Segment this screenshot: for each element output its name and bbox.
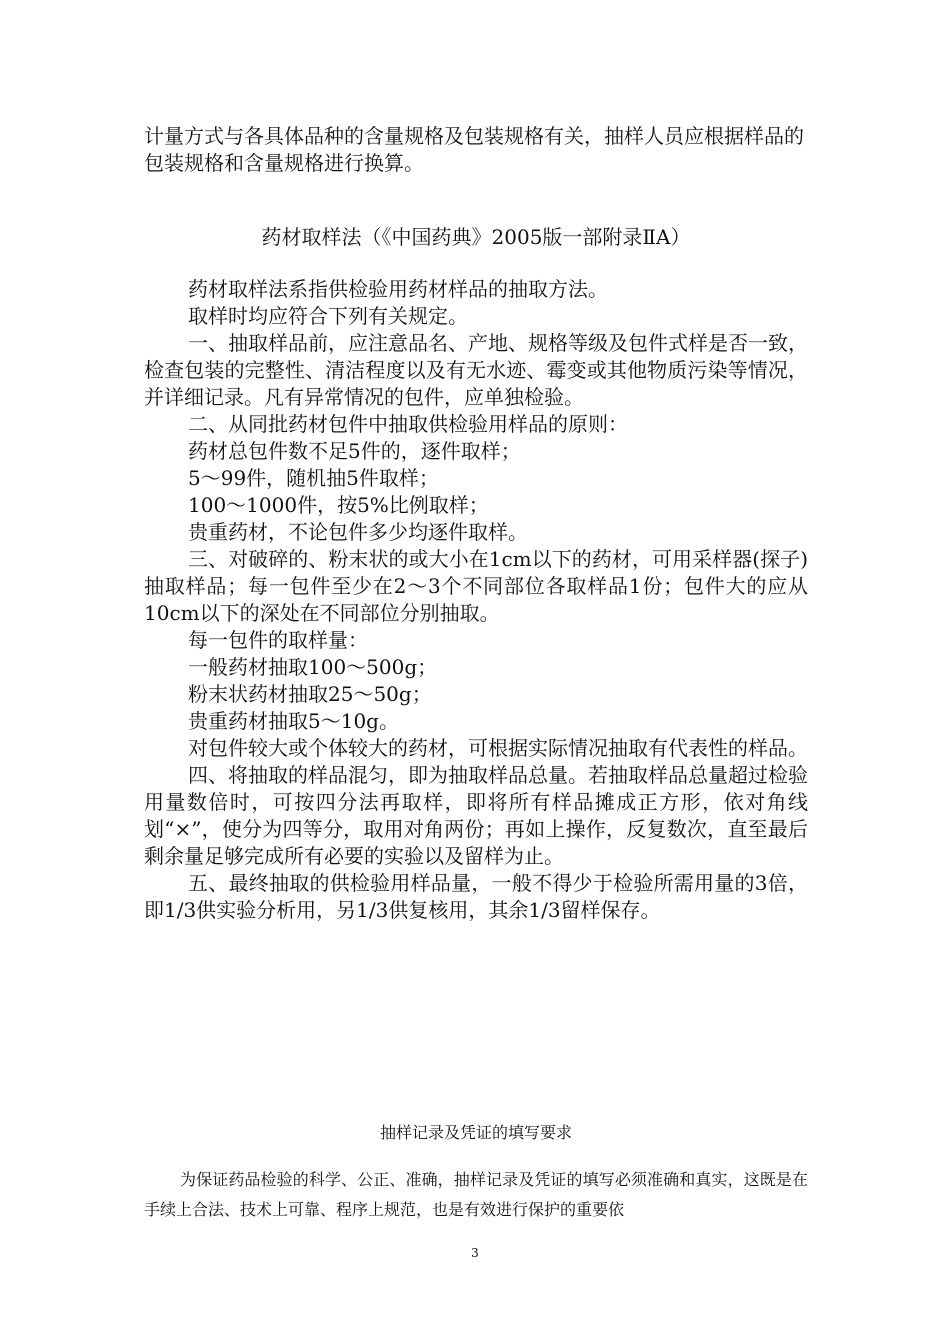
section1-paragraph: 二、从同批药材包件中抽取供检验用样品的原则： xyxy=(188,412,628,436)
section1-list-item: 贵重药材，不论包件多少均逐件取样。 xyxy=(188,520,528,544)
section1-list-item: 药材总包件数不足5件的，逐件取样； xyxy=(188,439,521,463)
section1-paragraph: 四、将抽取的样品混匀，即为抽取样品总量。若抽取样品总量超过检验用量数倍时，可按四分法再取样，即将所有样品摊成正方形，依对角线划“×”，使分为四等分，取用对角两份；再如上操作，反复数次，直至最后剩余量足够完成所有必要的实验以及留样为止。 xyxy=(144,763,808,868)
section2-title: 抽样记录及凭证的填写要求 xyxy=(379,1123,572,1142)
section1-list-item: 粉末状药材抽取25～50g； xyxy=(188,682,432,706)
section1-list-item: 100～1000件，按5%比例取样； xyxy=(188,493,489,517)
section1-paragraph: 对包件较大或个体较大的药材，可根据实际情况抽取有代表性的样品。 xyxy=(188,736,808,760)
section1-paragraph: 药材取样法系指供检验用药材样品的抽取方法。 xyxy=(188,277,608,301)
section2-body xyxy=(144,1165,808,1225)
page-number: 3 xyxy=(471,1246,479,1260)
section2-paragraph: 为保证药品检验的科学、公正、准确，抽样记录及凭证的填写必须准确和真实，这既是在手续上合法、技术上可靠、程序上规范，也是有效进行保护的重要依 xyxy=(144,1170,808,1219)
section1-title: 药材取样法（《中国药典》2005版一部附录ⅡA） xyxy=(261,225,691,249)
section1-list-item: 一般药材抽取100～500g； xyxy=(188,655,438,679)
section1-paragraph: 三、对破碎的、粉末状的或大小在1cm以下的药材，可用采样器(探子)抽取样品；每一包件至少在2～3个不同部位各取样品1份；包件大的应从10cm以下的深处在不同部位分别抽取。 xyxy=(144,547,808,625)
section1-body xyxy=(144,276,808,924)
section1-paragraph: 五、最终抽取的供检验用样品量，一般不得少于检验所需用量的3倍，即1/3供实验分析用，另1/3供复核用，其余1/3留样保存。 xyxy=(144,871,808,922)
section1-list-item: 5～99件，随机抽5件取样； xyxy=(188,466,439,490)
section1-paragraph: 一、抽取样品前，应注意品名、产地、规格等级及包件式样是否一致，检查包装的完整性、清洁程度以及有无水迹、霉变或其他物质污染等情况，并详细记录。凡有异常情况的包件，应单独检验。 xyxy=(144,331,808,409)
section1-list-item: 每一包件的取样量： xyxy=(188,628,368,652)
section1-paragraph: 取样时均应符合下列有关规定。 xyxy=(188,304,468,328)
intro-paragraph: 计量方式与各具体品种的含量规格及包装规格有关，抽样人员应根据样品的包装规格和含量规格进行换算。 xyxy=(144,124,804,175)
section1-list-item: 贵重药材抽取5～10g。 xyxy=(188,709,399,733)
